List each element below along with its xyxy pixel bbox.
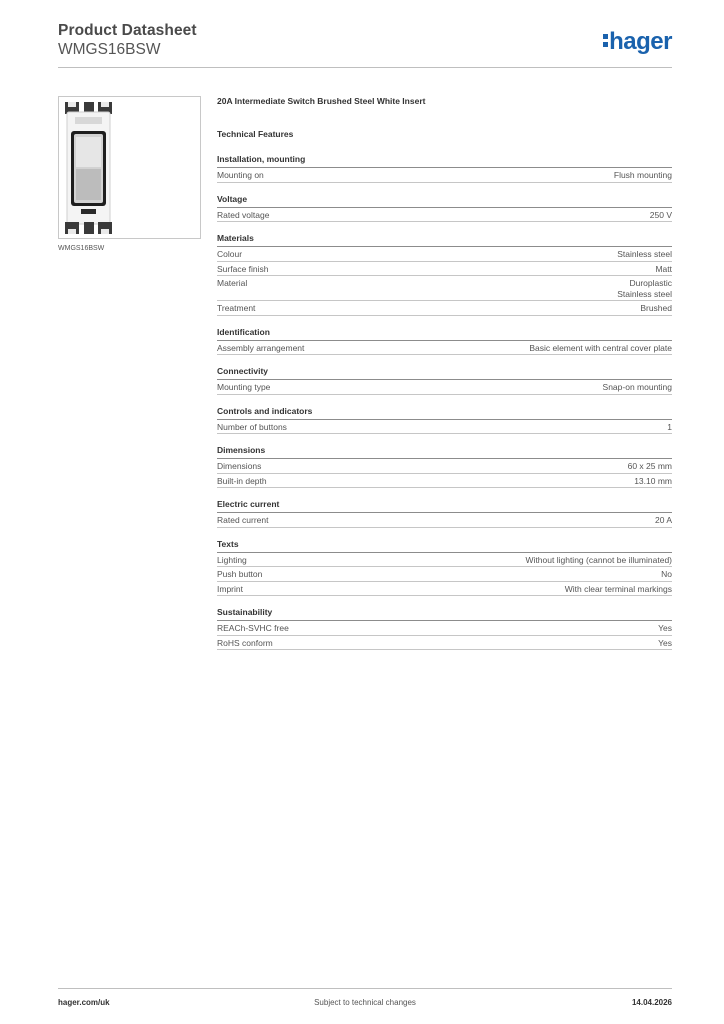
- feature-section: [217, 233, 672, 316]
- section-title: Identification: [217, 327, 672, 341]
- feature-value: Stainless steel: [617, 249, 672, 259]
- feature-value: Brushed: [640, 303, 672, 313]
- feature-row: [217, 567, 672, 582]
- feature-row: [217, 380, 672, 395]
- feature-section: [217, 499, 672, 528]
- feature-value: Snap-on mounting: [602, 382, 672, 392]
- feature-row: [217, 168, 672, 183]
- feature-section: [217, 327, 672, 356]
- feature-label: Mounting on: [217, 170, 264, 180]
- feature-row: [217, 208, 672, 223]
- feature-label: Lighting: [217, 554, 247, 565]
- feature-value: 250 V: [649, 209, 672, 220]
- feature-value: Basic element with central cover plate: [529, 342, 672, 353]
- feature-value: Yes: [658, 637, 672, 648]
- feature-value: 1: [667, 421, 672, 432]
- feature-row: [217, 301, 672, 316]
- feature-label: Assembly arrangement: [217, 342, 305, 353]
- section-title: Dimensions: [217, 445, 672, 459]
- feature-value: Matt: [655, 263, 672, 274]
- feature-label: Surface finish: [217, 263, 269, 274]
- feature-label: Rated voltage: [217, 209, 270, 220]
- feature-value: 13.10 mm: [634, 475, 672, 486]
- feature-row: [217, 420, 672, 435]
- feature-row: [217, 621, 672, 636]
- feature-section: [217, 539, 672, 597]
- feature-row: [217, 582, 672, 597]
- feature-section: [217, 154, 672, 183]
- feature-label: REACh-SVHC free: [217, 623, 289, 633]
- section-title: Installation, mounting: [217, 154, 672, 168]
- footer-divider: [58, 988, 672, 989]
- hager-logo: [603, 28, 672, 56]
- feature-label: Push button: [217, 569, 263, 579]
- feature-label: Rated current: [217, 515, 269, 525]
- document-date: 14.04.2026: [631, 998, 672, 1007]
- product-image: [58, 96, 201, 239]
- product-code: WMGS16BSW: [58, 41, 161, 58]
- footer-note: Subject to technical changes: [314, 998, 416, 1007]
- feature-sections: [217, 154, 672, 650]
- feature-row: [217, 636, 672, 651]
- feature-value: Flush mounting: [613, 170, 672, 180]
- feature-label: Dimensions: [217, 461, 262, 471]
- feature-row: [217, 474, 672, 489]
- feature-section: [217, 366, 672, 395]
- feature-section: [217, 607, 672, 650]
- technical-features-title: Technical Features: [217, 129, 294, 139]
- page-title: Product Datasheet: [58, 22, 197, 39]
- section-title: Controls and indicators: [217, 406, 672, 420]
- feature-row: [217, 553, 672, 568]
- website-link[interactable]: hager.com/uk: [58, 998, 110, 1007]
- section-title: Texts: [217, 539, 672, 553]
- feature-label: Number of buttons: [217, 421, 287, 432]
- feature-section: [217, 406, 672, 435]
- feature-label: RoHS conform: [217, 637, 273, 648]
- feature-value: With clear terminal markings: [564, 583, 672, 594]
- image-caption: WMGS16BSW: [58, 245, 105, 252]
- section-title: Connectivity: [217, 366, 672, 380]
- page-header: [58, 22, 672, 70]
- section-title: Sustainability: [217, 607, 672, 621]
- feature-value: No: [661, 569, 672, 579]
- feature-value: Duroplastic Stainless steel: [617, 278, 672, 299]
- section-title: Electric current: [217, 499, 672, 513]
- feature-value: 60 x 25 mm: [627, 461, 672, 471]
- feature-label: Treatment: [217, 303, 256, 313]
- feature-label: Imprint: [217, 583, 243, 594]
- feature-row: [217, 247, 672, 262]
- feature-row: [217, 262, 672, 277]
- logo-text: hager: [609, 28, 672, 55]
- feature-value: 20 A: [654, 515, 672, 525]
- feature-row: [217, 341, 672, 356]
- switch-module-icon: [59, 97, 200, 238]
- feature-label: Built-in depth: [217, 475, 267, 486]
- feature-value: Yes: [658, 623, 672, 633]
- section-title: Voltage: [217, 194, 672, 208]
- product-name: 20A Intermediate Switch Brushed Steel White Insert: [217, 96, 426, 106]
- feature-label: Material: [217, 278, 248, 288]
- feature-label: Colour: [217, 249, 243, 259]
- feature-row: [217, 459, 672, 474]
- feature-row: [217, 276, 672, 301]
- feature-row: [217, 513, 672, 528]
- header-divider: [58, 67, 672, 68]
- feature-section: [217, 445, 672, 488]
- logo-colon-icon: [603, 28, 608, 47]
- feature-section: [217, 194, 672, 223]
- section-title: Materials: [217, 233, 672, 247]
- feature-label: Mounting type: [217, 382, 271, 392]
- feature-value: Without lighting (cannot be illuminated): [525, 554, 672, 565]
- datasheet-content: [217, 96, 672, 650]
